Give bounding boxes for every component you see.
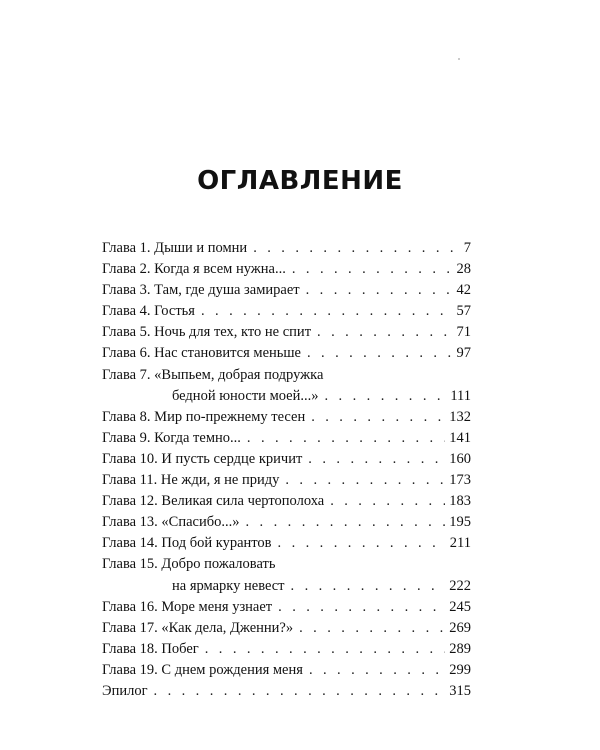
toc-entry-page: 97 (456, 345, 471, 362)
toc-entry-title: Глава 8. Мир по-прежнему тесен (102, 408, 306, 425)
toc-entry-title: Эпилог (102, 682, 148, 699)
toc-entry-title-continuation: на ярмарку невест (172, 577, 285, 594)
toc-entry-title: Глава 13. «Спасибо...» (102, 514, 240, 531)
toc-entry-page: 269 (449, 619, 471, 636)
toc-entry[interactable] (102, 681, 471, 702)
toc-entry[interactable] (102, 639, 471, 660)
dot-leader (325, 386, 447, 407)
toc-entry-page: 211 (449, 535, 471, 552)
toc-entry-title: Глава 10. И пусть сердце кричит (102, 450, 303, 467)
toc-entry[interactable] (102, 238, 471, 259)
toc-entry-page: 28 (456, 261, 471, 278)
toc-entry-page: 195 (449, 514, 471, 531)
toc-entry[interactable] (102, 470, 471, 491)
dot-leader (253, 238, 460, 259)
dot-leader (330, 491, 445, 512)
dot-leader (247, 428, 445, 449)
toc-entry[interactable] (102, 449, 471, 470)
toc-entry-title: Глава 4. Гостья (102, 303, 195, 320)
toc-entry[interactable] (102, 618, 471, 639)
toc-entry[interactable] (102, 533, 471, 554)
toc-entry-title: Глава 6. Нас становится меньше (102, 345, 301, 362)
toc-entry-page: 160 (449, 450, 471, 467)
toc-entry-page: 42 (456, 282, 471, 299)
toc-entry-page: 71 (456, 324, 471, 341)
page-speck (458, 58, 460, 60)
toc-entry[interactable] (102, 597, 471, 618)
toc-entry[interactable] (102, 407, 471, 428)
toc-entry-title: Глава 14. Под бой курантов (102, 535, 272, 552)
dot-leader (205, 639, 446, 660)
toc-entry-title: Глава 18. Побег (102, 640, 199, 657)
toc-entry-title: Глава 9. Когда темно... (102, 429, 241, 446)
dot-leader (278, 597, 445, 618)
toc-entry[interactable] (102, 512, 471, 533)
toc-entry-title-continuation: бедной юности моей...» (172, 387, 319, 404)
toc-entry-page: 289 (449, 640, 471, 657)
toc-entry-page: 315 (449, 682, 471, 699)
toc-entry-page: 132 (449, 408, 471, 425)
dot-leader (246, 512, 446, 533)
dot-leader (317, 322, 452, 343)
dot-leader (311, 407, 445, 428)
toc-entry-title: Глава 1. Дыши и помни (102, 240, 248, 256)
toc-entry[interactable] (102, 491, 471, 512)
toc-entry-page: 245 (449, 598, 471, 615)
toc-entry-page: 173 (449, 472, 471, 489)
dot-leader (154, 681, 446, 702)
page-title: ОГЛАВЛЕНИЕ (197, 166, 403, 196)
dot-leader (292, 259, 453, 280)
toc-entry-title: Глава 19. С днем рождения меня (102, 661, 303, 678)
dot-leader (278, 533, 446, 554)
toc-entry-page: 111 (450, 387, 471, 404)
dot-leader (285, 470, 445, 491)
toc-entry-page: 57 (456, 303, 471, 320)
toc-entry-continuation[interactable] (102, 386, 471, 407)
dot-leader (308, 449, 445, 470)
toc-entry-continuation[interactable] (102, 576, 471, 597)
dot-leader (299, 618, 445, 639)
toc-entry[interactable] (102, 259, 471, 280)
toc-entry-title: Глава 17. «Как дела, Дженни?» (102, 619, 294, 636)
toc-entry[interactable] (102, 660, 471, 681)
toc-entry-page: 222 (449, 577, 471, 594)
toc-entry-title: Глава 11. Не жди, я не приду (102, 472, 280, 489)
toc-entry-title: Глава 7. «Выпьем, добрая подружка (102, 366, 324, 383)
toc-entry-page: 183 (449, 493, 471, 510)
toc-entry-page: 141 (449, 429, 471, 446)
toc-entry-page: 299 (449, 661, 471, 678)
dot-leader (309, 660, 445, 681)
toc-entry-title: Глава 16. Море меня узнает (102, 598, 273, 615)
toc-entry-page: 7 (463, 240, 471, 256)
toc-entry-title: Глава 5. Ночь для тех, кто не спит (102, 324, 312, 341)
toc-entry[interactable] (102, 343, 471, 364)
dot-leader (307, 343, 453, 364)
dot-leader (201, 301, 453, 322)
toc-entry[interactable] (102, 280, 471, 301)
toc-entry-title: Глава 12. Великая сила чертополоха (102, 493, 325, 510)
toc-entry[interactable] (102, 322, 471, 343)
toc-entry-title: Глава 3. Там, где душа замирает (102, 282, 300, 299)
toc-entry-title: Глава 2. Когда я всем нужна... (102, 261, 286, 278)
toc-entry[interactable] (102, 428, 471, 449)
table-of-contents (102, 238, 471, 702)
toc-entry-title: Глава 15. Добро пожаловать (102, 556, 276, 573)
dot-leader (306, 280, 453, 301)
toc-entry[interactable] (102, 301, 471, 322)
toc-entry[interactable] (102, 365, 471, 386)
dot-leader (291, 576, 446, 597)
toc-entry[interactable] (102, 554, 471, 575)
